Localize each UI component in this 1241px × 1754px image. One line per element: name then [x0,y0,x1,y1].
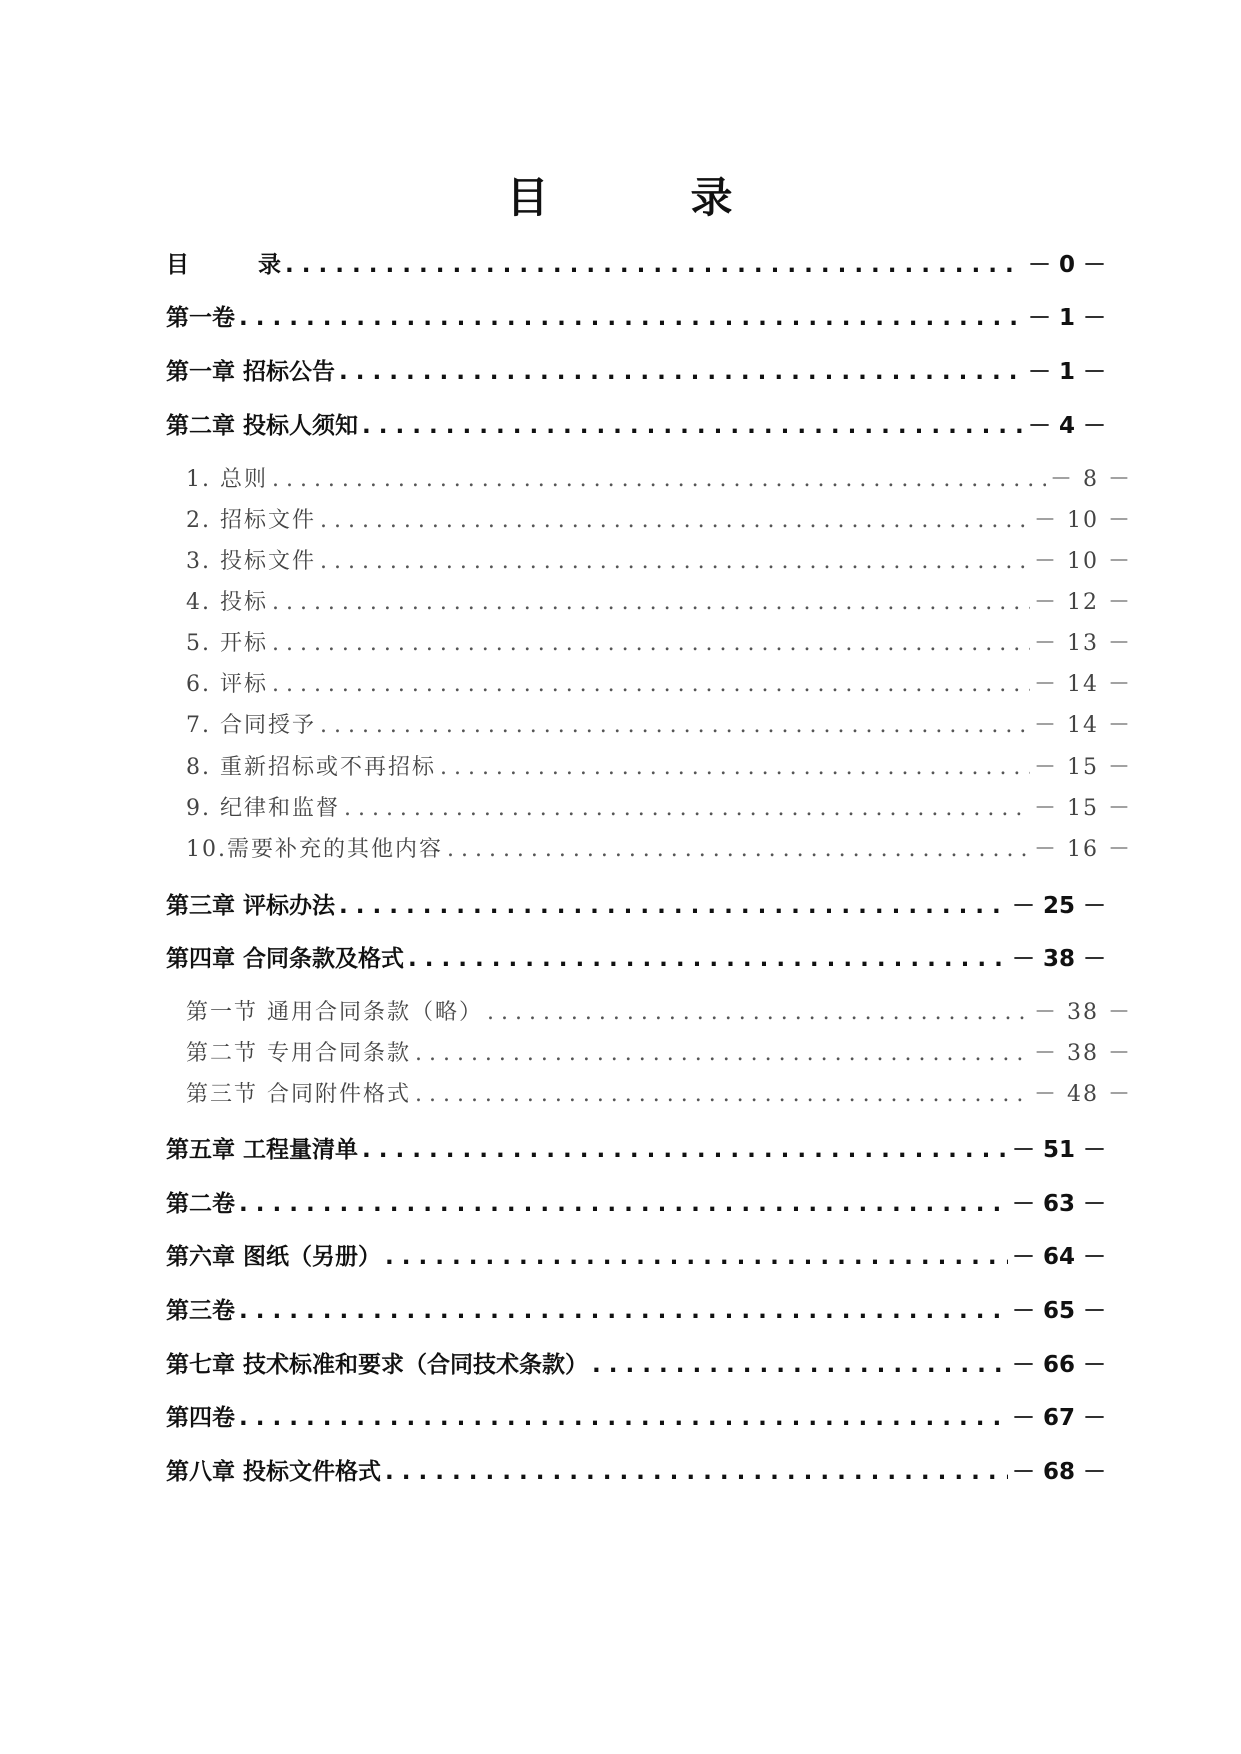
toc-entry-page: － 10 － [1034,549,1132,574]
toc-leader-dots [592,1352,1008,1378]
toc-leader-dots [487,1000,1030,1025]
toc-leader-dots [408,946,1008,972]
toc-entry-page: － 14 － [1034,713,1132,738]
toc-entry-label: 第三卷 [166,1298,235,1324]
toc-leader-dots [272,631,1030,656]
toc-leader-dots [447,837,1030,862]
toc-leader-dots [320,508,1030,533]
toc-entry[interactable] [166,1292,1106,1325]
toc-entry-label: 8. 重新招标或不再招标 [186,755,436,780]
toc-leader-dots [362,1137,1008,1163]
toc-entry-page: － 38 － [1011,946,1106,972]
toc-entry-page: － 25 － [1011,893,1106,919]
toc-leader-dots [320,713,1030,738]
toc-entry-label: 9. 纪律和监督 [186,796,340,821]
toc-leader-dots [239,1405,1008,1431]
toc-leader-dots [239,305,1024,331]
toc-entry[interactable] [166,1453,1106,1486]
toc-entry[interactable] [186,503,1132,534]
toc-entry[interactable] [186,626,1132,657]
toc-entry[interactable] [166,1238,1106,1271]
toc-entry-page: － 66 － [1011,1352,1106,1378]
toc-entry-label: 第六章 图纸（另册） [166,1244,382,1270]
toc-entry[interactable] [186,585,1132,616]
toc-entry[interactable] [166,1131,1106,1164]
toc-entry-label: 第四章 合同条款及格式 [166,946,405,972]
toc-entry[interactable] [166,353,1106,386]
toc-entry[interactable] [186,995,1132,1026]
toc-entry-label: 10.需要补充的其他内容 [186,837,443,862]
toc-entry[interactable] [186,791,1132,822]
toc-entry-page: － 4 － [1027,413,1106,439]
toc-entry-page: － 64 － [1011,1244,1106,1270]
toc-entry-label: 第二卷 [166,1191,235,1217]
toc-entry-page: － 13 － [1034,631,1132,656]
toc-entry-label: 第三章 评标办法 [166,893,336,919]
toc-leader-dots [362,413,1024,439]
toc-entry-label: 第一节 通用合同条款（略） [186,1000,483,1025]
title-char-left: 目 [506,173,551,222]
toc-entry-label: 1. 总则 [186,467,268,492]
toc-leader-dots [344,796,1030,821]
toc-entry-page: － 16 － [1034,837,1132,862]
toc-entry-label: 7. 合同授予 [186,713,316,738]
toc-entry[interactable] [166,1399,1106,1432]
toc-leader-dots [272,672,1030,697]
toc-leader-dots [239,1191,1008,1217]
toc-entry-label: 目 录 [166,252,281,278]
toc-leader-dots [415,1041,1030,1066]
toc-entry[interactable] [186,708,1132,739]
toc-entry-page: － 63 － [1011,1191,1106,1217]
toc-entry-page: － 0 － [1027,252,1106,278]
toc-entry-label: 第五章 工程量清单 [166,1137,359,1163]
toc-entry-page: － 1 － [1027,305,1106,331]
toc-entry-page: － 1 － [1027,359,1106,385]
toc-entry-page: － 12 － [1034,590,1132,615]
toc-entry-label: 第八章 投标文件格式 [166,1459,382,1485]
toc-entry[interactable] [166,940,1106,973]
toc-entry-page: － 51 － [1011,1137,1106,1163]
toc-leader-dots [339,893,1008,919]
toc-entry-label: 第三节 合同附件格式 [186,1082,411,1107]
toc-entry-label: 6. 评标 [186,672,268,697]
toc-entry-page: － 14 － [1034,672,1132,697]
page-title [0,165,1241,225]
toc-leader-dots [320,549,1030,574]
toc-entry-page: － 38 － [1034,1000,1132,1025]
toc-entry[interactable] [186,544,1132,575]
toc-entry[interactable] [186,750,1132,781]
toc-entry-page: － 15 － [1034,796,1132,821]
toc-leader-dots [385,1244,1008,1270]
toc-entry-label: 第二章 投标人须知 [166,413,359,439]
toc-entry[interactable] [166,887,1106,920]
toc-entry[interactable] [186,832,1132,863]
toc-entry-label: 3. 投标文件 [186,549,316,574]
toc-entry[interactable] [166,299,1106,332]
toc-entry[interactable] [186,462,1132,493]
toc-entry-page: － 48 － [1034,1082,1132,1107]
toc-leader-dots [415,1082,1030,1107]
toc-entry-label: 第四卷 [166,1405,235,1431]
toc-entry-page: － 68 － [1011,1459,1106,1485]
toc-entry[interactable] [166,246,1106,279]
toc-leader-dots [285,252,1024,278]
toc-leader-dots [272,467,1046,492]
toc-entry-label: 2. 招标文件 [186,508,316,533]
toc-entry[interactable] [186,1077,1132,1108]
toc-entry[interactable] [166,1346,1106,1379]
toc-leader-dots [339,359,1024,385]
toc-entry[interactable] [166,1185,1106,1218]
toc-entry-label: 第一章 招标公告 [166,359,336,385]
toc-leader-dots [239,1298,1008,1324]
toc-entry[interactable] [166,407,1106,440]
toc-entry[interactable] [186,1036,1132,1067]
toc-leader-dots [272,590,1030,615]
toc-leader-dots [385,1459,1008,1485]
toc-entry[interactable] [186,667,1132,698]
toc-entry-page: － 38 － [1034,1041,1132,1066]
title-char-right: 录 [690,173,735,222]
toc-entry-page: － 15 － [1034,755,1132,780]
toc-entry-label: 第二节 专用合同条款 [186,1041,411,1066]
toc-entry-label: 第七章 技术标准和要求（合同技术条款） [166,1352,589,1378]
toc-entry-label: 第一卷 [166,305,235,331]
toc-leader-dots [440,755,1030,780]
toc-entry-page: － 65 － [1011,1298,1106,1324]
toc-entry-label: 4. 投标 [186,590,268,615]
toc-entry-label: 5. 开标 [186,631,268,656]
toc-entry-page: － 67 － [1011,1405,1106,1431]
toc-entry-page: － 10 － [1034,508,1132,533]
toc-entry-page: － 8 － [1050,467,1132,492]
